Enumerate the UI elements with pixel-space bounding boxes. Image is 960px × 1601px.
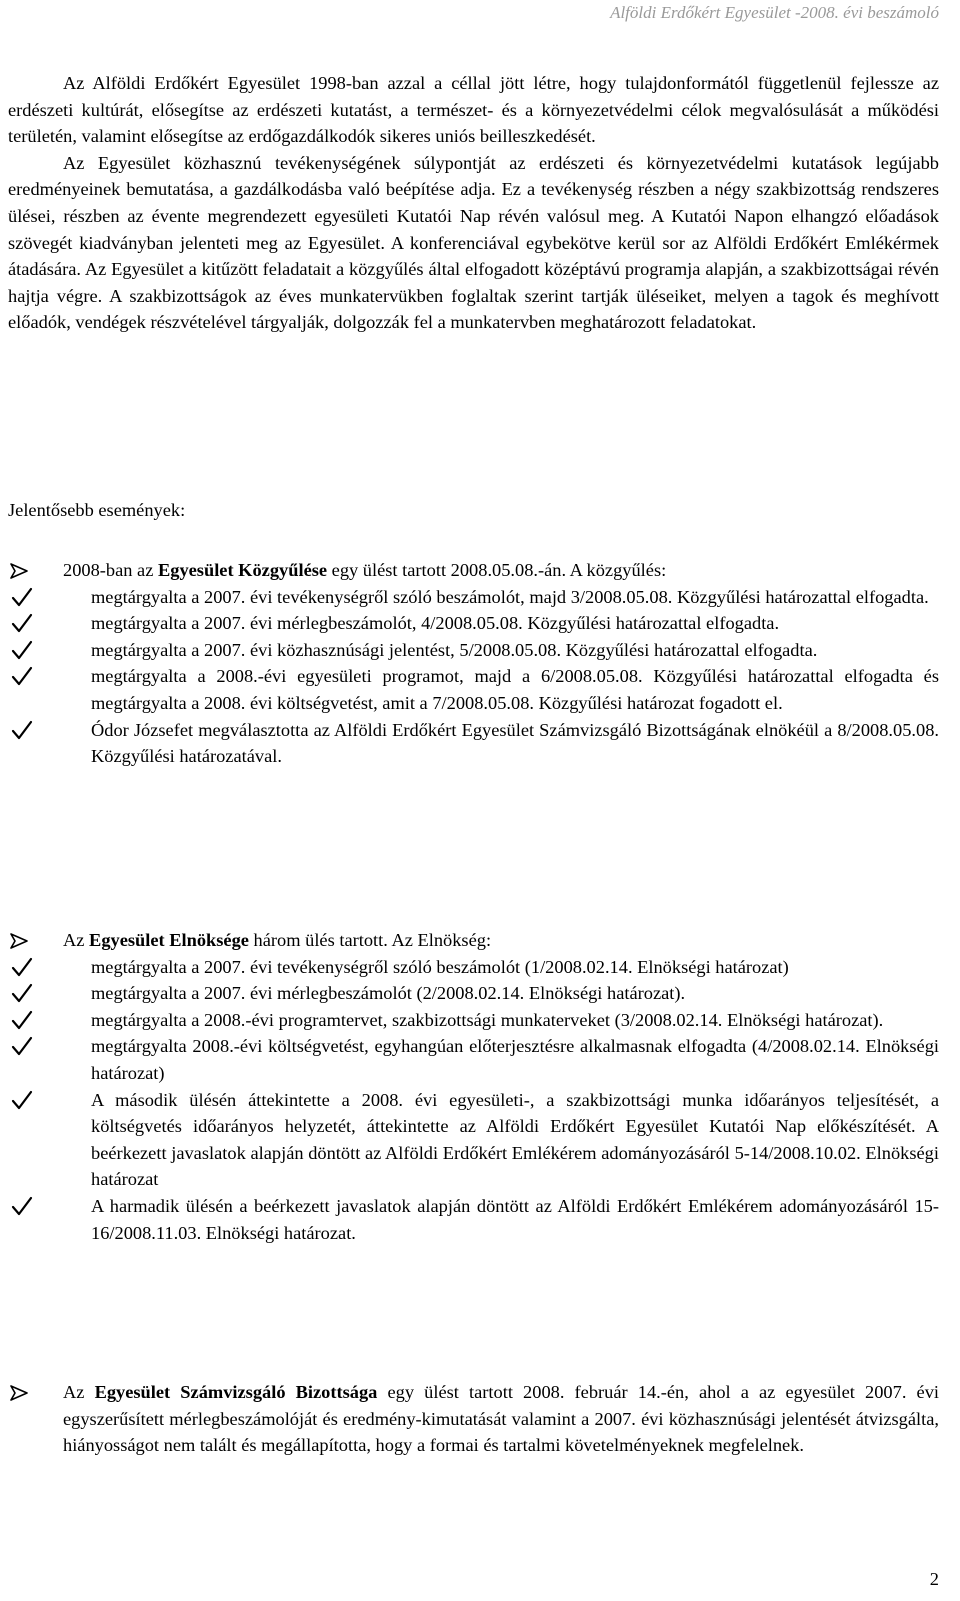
section-intro-post: egy ülést tartott 2008.05.08.-án. A közgyűlés: — [327, 560, 667, 580]
check-item-text: megtárgyalta a 2008.-évi egyesületi programot, majd a 6/2008.05.08. Közgyűlési határozattal elfogadta és megtárgyalta a 2008. évi költségvetést, amit a 7/2008.05.08. Közgyűlési határozat fogadott el. — [91, 666, 939, 713]
events-heading: Jelentősebb események: — [8, 500, 186, 520]
intro-paragraph-1: Az Alföldi Erdőkért Egyesület 1998-ban azzal a céllal jött létre, hogy tulajdonformától függetlenül fejlessze az erdészeti kultúrát, elősegítse az erdészeti kutatást, a természet- és a környezetvédelmi célok megvalósulását a működési területén, valamint elősegítse az erdőgazdálkodók sikeres uniós beilleszkedését. — [8, 73, 939, 147]
running-header: Alföldi Erdőkért Egyesület -2008. évi beszámoló — [610, 3, 939, 22]
check-list-item — [8, 1087, 939, 1193]
check-list-item — [8, 584, 939, 611]
section-intro-bold: Egyesület Közgyűlése — [157, 560, 328, 580]
checkmark-icon — [11, 1033, 33, 1059]
check-item-text: megtárgyalta a 2008.-évi programtervet, szakbizottsági munkaterveket (3/2008.02.14. Elnökségi határozat). — [91, 1009, 884, 1030]
check-list-item — [8, 610, 939, 637]
section-intro-post: három ülés tartott. Az Elnökség: — [248, 930, 492, 950]
intro-paragraph-2: Az Egyesület közhasznú tevékenységének súlypontját az erdészeti és környezetvédelmi kutatások legújabb eredményeinek bemutatása, a gazdálkodásba való beépítése adja. Ez a tevékenység részben a négy szakbizottság rendszeres ülései, részben az évente megrendezett egyesületi Kutatói Nap révén valósul meg. A Kutatói Napon elhangzó előadások szövegét kiadványban jelenteti meg az Egyesület. A konferenciával egybekötve kerül sor az Alföldi Erdőkért Emlékérmek átadására. Az Egyesület a kitűzött feladatait a közgyűlés által elfogadott középtávú programja alapján, a szakbizottságai révén hajtja végre. A szakbizottságok az éves munkatervükben foglaltak szerint tartják üléseiket, melyen a tagok és meghívott előadók, vendégek részvételével tárgyalják, dolgozzák fel a munkatervben meghatározott feladatokat. — [8, 152, 939, 333]
check-list-item — [8, 980, 939, 1007]
section-presidency — [8, 927, 939, 1246]
check-item-text: A második ülésén áttekintette a 2008. évi egyesületi-, a szakbizottsági munka időarányos teljesítését, a költségvetés időarányos helyzetét, áttekintette az Alföldi Erdőkért Egyesület Kutatói Nap előkészítését. A beérkezett javaslatok alapján döntött az Alföldi Erdőkért Emlékérem adományozásáról 5-14/2008.10.02. Elnökségi határozat — [91, 1089, 939, 1190]
arrow-bullet-icon — [8, 927, 30, 953]
checkmark-icon — [11, 1087, 33, 1113]
check-list-item — [8, 1193, 939, 1246]
check-list-item — [8, 663, 939, 716]
check-item-text: megtárgyalta 2008.-évi költségvetést, egyhangúan előterjesztésre alkalmasnak elfogadta (4/2008.02.14. Elnökségi határozat) — [91, 1036, 939, 1083]
check-item-text: megtárgyalta a 2007. évi mérlegbeszámolót (2/2008.02.14. Elnökségi határozat). — [91, 983, 686, 1004]
section-intro-pre: 2008-ban az — [63, 560, 158, 580]
section-intro-bold: Egyesület Elnöksége — [89, 930, 249, 950]
section-intro-bold: Egyesület Számvizsgáló Bizottsága — [94, 1382, 378, 1402]
checkmark-icon — [11, 980, 33, 1006]
check-list-item — [8, 1007, 939, 1034]
check-list-item — [8, 1033, 939, 1086]
checkmark-icon — [11, 584, 33, 610]
check-list-item — [8, 717, 939, 770]
checkmark-icon — [11, 1193, 33, 1219]
main-bullet-item — [8, 557, 939, 584]
section-intro-pre: Az — [63, 930, 90, 950]
main-bullet-item — [8, 1379, 939, 1459]
arrow-bullet-icon — [8, 557, 30, 583]
section-audit-committee — [8, 1379, 939, 1459]
check-item-text: Ódor Józsefet megválasztotta az Alföldi Erdőkért Egyesület Számvizsgáló Bizottságának elnökéül a 8/2008.05.08. Közgyűlési határozatával. — [91, 719, 939, 767]
section-general-assembly — [8, 557, 939, 770]
page-number: 2 — [929, 1569, 939, 1590]
section-intro-pre: Az — [63, 1382, 95, 1402]
checkmark-icon — [11, 717, 33, 743]
checkmark-icon — [11, 954, 33, 980]
check-item-text: megtárgyalta a 2007. évi közhasznúsági jelentést, 5/2008.05.08. Közgyűlési határozattal elfogadta. — [91, 639, 818, 660]
check-item-text: A harmadik ülésén a beérkezett javaslatok alapján döntött az Alföldi Erdőkért Emlékérem adományozásáról 15-16/2008.11.03. Elnökségi határozat. — [91, 1195, 939, 1243]
check-item-text: megtárgyalta a 2007. évi mérlegbeszámolót, 4/2008.05.08. Közgyűlési határozattal elfogadta. — [91, 613, 780, 634]
checkmark-icon — [11, 1007, 33, 1033]
arrow-bullet-icon — [8, 1379, 30, 1405]
check-item-text: megtárgyalta a 2007. évi tevékenységről szóló beszámolót, majd 3/2008.05.08. Közgyűlési határozattal elfogadta. — [91, 586, 929, 607]
check-item-text: megtárgyalta a 2007. évi tevékenységről szóló beszámolót (1/2008.02.14. Elnökségi határozat) — [91, 956, 789, 977]
section-intro-post: egy ülést tartott 2008. február 14.-én, ahol a az egyesület 2007. évi egyszerűsített mérlegbeszámolóját és eredmény-kimutatását valamint a 2007. évi közhasznúsági jelentését átvizsgálta, hiányosságot nem talált és megállapította, hogy a formai és tartalmi követelményeknek megfelelnek. — [63, 1382, 939, 1456]
checkmark-icon — [11, 663, 33, 689]
intro-text — [8, 70, 939, 336]
checkmark-icon — [11, 610, 33, 636]
main-bullet-item — [8, 927, 939, 954]
checkmark-icon — [11, 637, 33, 663]
check-list-item — [8, 954, 939, 981]
check-list-item — [8, 637, 939, 664]
